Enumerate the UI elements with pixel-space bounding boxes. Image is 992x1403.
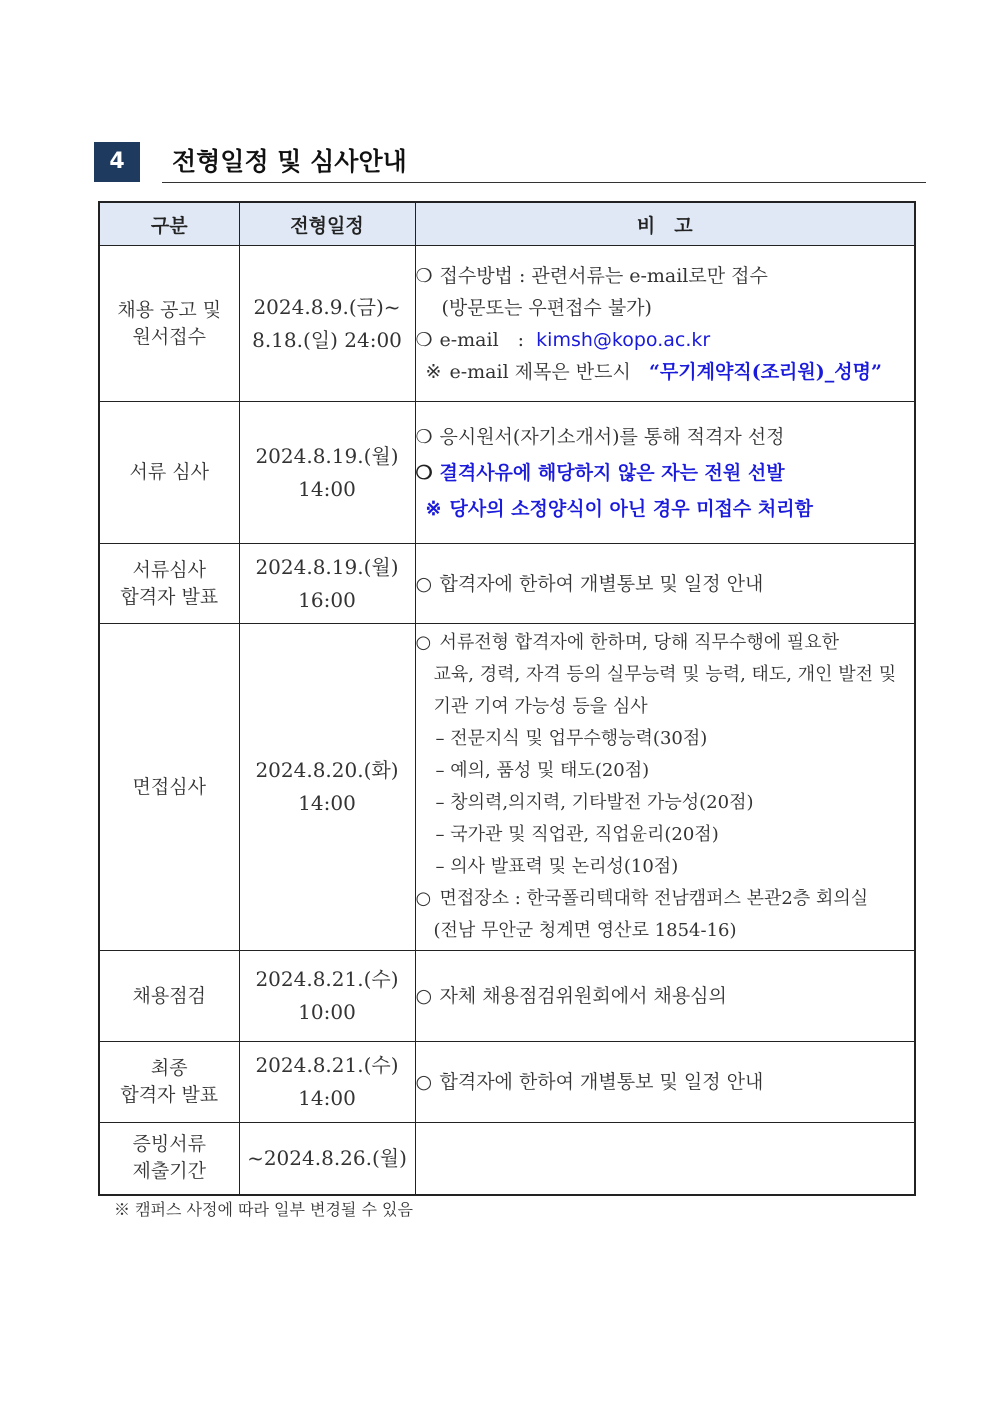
date-line: 2024.8.21.(수) (255, 967, 399, 991)
circle-bullet-icon: ○ (415, 888, 432, 909)
date-line: 14:00 (298, 1086, 356, 1110)
table-row (99, 624, 915, 951)
stage-cell (99, 402, 239, 544)
remarks-cell (415, 1042, 915, 1123)
table-row (99, 544, 915, 624)
stage-cell (99, 246, 239, 402)
table-row (99, 951, 915, 1042)
note-line (416, 915, 915, 947)
date-line: 2024.8.21.(수) (255, 1053, 399, 1077)
note-text: 합격자에 한하여 개별통보 및 일정 안내 (439, 572, 764, 595)
stage-line: 채용 공고 및 (117, 298, 222, 321)
remarks-cell (415, 402, 915, 544)
header-remarks: 비 고 (415, 202, 915, 246)
note-line (416, 568, 915, 600)
stage-cell (99, 624, 239, 951)
schedule-table (98, 201, 916, 1196)
table-row (99, 402, 915, 544)
note-text: 면접장소 : 한국폴리텍대학 전남캠퍼스 본관2층 회의실 (439, 888, 869, 909)
stage-line: 서류심사 (132, 558, 206, 581)
email-link[interactable]: kimsh@kopo.ac.kr (536, 328, 711, 351)
circle-bullet-icon: ○ (415, 572, 433, 595)
date-cell (239, 1123, 415, 1195)
stage-cell (99, 544, 239, 624)
stage-line: 최종 (150, 1057, 188, 1079)
stage-cell (99, 1123, 239, 1195)
date-line: 8.18.(일) 24:00 (252, 327, 402, 352)
bullet-icon: ❍ (415, 328, 433, 351)
date-cell (239, 246, 415, 402)
note-line (416, 491, 915, 527)
date-line: 2024.8.19.(월) (255, 443, 399, 468)
criteria-item: – 전문지식 및 업무수행능력(30점) (435, 728, 708, 749)
section-divider (162, 182, 926, 183)
criteria-item: – 의사 발표력 및 논리성(10점) (435, 856, 679, 877)
header-category: 구분 (99, 202, 239, 246)
table-row (99, 246, 915, 402)
section-title: 전형일정 및 심사안내 (172, 147, 407, 176)
note-text: 교육, 경력, 자격 등의 실무능력 및 능력, 태도, 개인 발전 및 (433, 664, 897, 685)
date-line: 14:00 (298, 791, 356, 815)
stage-cell (99, 1042, 239, 1123)
table-row (99, 1042, 915, 1123)
note-line (416, 659, 915, 691)
reference-mark-icon: ※ (425, 360, 442, 383)
note-text: (전남 무안군 청계면 영산로 1854-16) (433, 920, 737, 941)
date-line: ~2024.8.26.(월) (247, 1145, 407, 1170)
stage-line: 서류 심사 (129, 461, 209, 483)
table-header-row (99, 202, 915, 246)
bullet-icon: ❍ (415, 425, 433, 448)
date-line: 14:00 (298, 476, 356, 501)
reference-mark-icon: ※ (425, 497, 442, 520)
table-row (99, 1123, 915, 1195)
remarks-cell (415, 951, 915, 1042)
stage-line: 원서접수 (132, 325, 206, 348)
note-line (416, 883, 915, 915)
remarks-cell (415, 1123, 915, 1195)
date-cell (239, 544, 415, 624)
remarks-cell (415, 544, 915, 624)
remarks-cell (415, 246, 915, 402)
note-line (416, 1066, 915, 1098)
header-schedule: 전형일정 (239, 202, 415, 246)
remarks-cell (415, 624, 915, 951)
date-line: 2024.8.9.(금)~ (253, 294, 401, 319)
note-text: 자체 채용점검위원회에서 채용심의 (439, 985, 727, 1007)
stage-line: 증빙서류 (132, 1133, 206, 1156)
note-line (416, 356, 915, 388)
note-line (416, 292, 915, 324)
note-text: 기관 기여 가능성 등을 심사 (433, 696, 648, 717)
stage-cell (99, 951, 239, 1042)
note-line (416, 627, 915, 659)
note-text: (방문또는 우편접수 불가) (441, 296, 652, 319)
section-header (94, 142, 926, 184)
email-subject-format: “무기계약직(조리원)_성명” (649, 360, 882, 383)
circle-bullet-icon: ○ (415, 632, 432, 653)
note-line (416, 324, 915, 356)
stage-line: 면접심사 (132, 775, 206, 798)
footnote: ※ 캠퍼스 사정에 따라 일부 변경될 수 있음 (114, 1200, 413, 1219)
note-text: 합격자에 한하여 개별통보 및 일정 안내 (439, 1071, 764, 1093)
date-cell (239, 951, 415, 1042)
stage-line: 채용점검 (132, 984, 206, 1007)
bullet-icon: ❍ (415, 461, 433, 484)
stage-line: 합격자 발표 (120, 585, 219, 608)
date-cell (239, 402, 415, 544)
note-text: 서류전형 합격자에 한하며, 당해 직무수행에 필요한 (439, 632, 839, 653)
circle-bullet-icon: ○ (415, 1071, 433, 1093)
note-line (416, 455, 915, 491)
note-text: 결격사유에 해당하지 않은 자는 전원 선발 (439, 461, 785, 484)
date-cell (239, 624, 415, 951)
note-text: 당사의 소정양식이 아닌 경우 미접수 처리함 (449, 497, 813, 520)
note-text: 응시원서(자기소개서)를 통해 적격자 선정 (439, 425, 785, 448)
stage-line: 제출기간 (132, 1160, 206, 1183)
email-label: e-mail : (439, 328, 525, 351)
section-number-badge: 4 (94, 142, 140, 182)
note-line (416, 691, 915, 723)
date-line: 2024.8.20.(화) (255, 758, 399, 782)
note-line (416, 260, 915, 292)
date-cell (239, 1042, 415, 1123)
date-line: 2024.8.19.(월) (255, 554, 399, 579)
note-text: e-mail 제목은 반드시 (449, 360, 631, 383)
note-text: 접수방법 : 관련서류는 e-mail로만 접수 (439, 264, 768, 287)
bullet-icon: ❍ (415, 264, 433, 287)
criteria-item: – 국가관 및 직업관, 직업윤리(20점) (435, 824, 719, 845)
note-line (416, 980, 915, 1012)
stage-line: 합격자 발표 (120, 1084, 219, 1106)
date-line: 10:00 (298, 1000, 356, 1024)
criteria-item: – 창의력,의지력, 기타발전 가능성(20점) (435, 792, 754, 813)
criteria-item: – 예의, 품성 및 태도(20점) (435, 760, 650, 781)
date-line: 16:00 (298, 587, 356, 612)
note-line (416, 419, 915, 455)
circle-bullet-icon: ○ (415, 985, 433, 1007)
